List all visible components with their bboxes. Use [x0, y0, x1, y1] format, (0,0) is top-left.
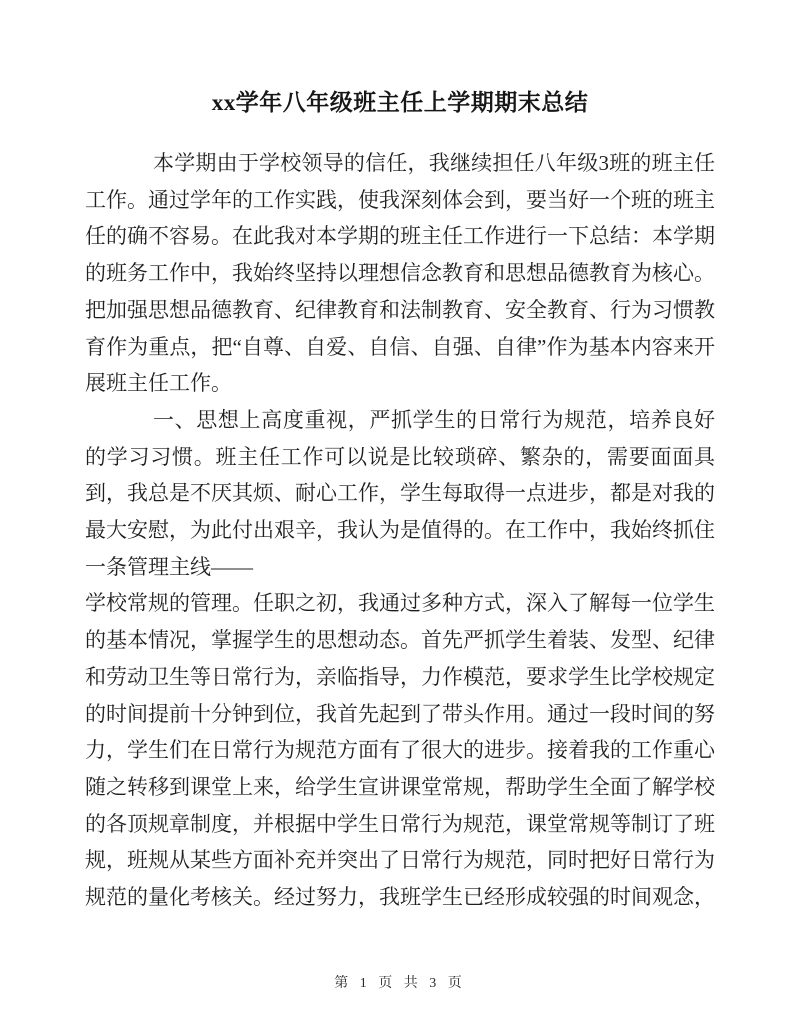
- document-title: xx学年八年级班主任上学期期末总结: [211, 90, 589, 115]
- paragraph-intro: 本学期由于学校领导的信任，我继续担任八年级3班的班主任工作。通过学年的工作实践，使我深刻体会到，要当好一个班的班主任的确不容易。在此我对本学期的班主任工作进行一下总结：本学期的班务工作中，我始终坚持以理想信念教育和思想品德教育为核心。把加强思想品德教育、纪律教育和法制教育、安全教育、行为习惯教育作为重点，把“自尊、自爱、自信、自强、自律”作为基本内容来开展班主任工作。: [85, 151, 715, 396]
- paragraph-routine-management: 学校常规的管理。任职之初，我通过多种方式，深入了解每一位学生的基本情况，掌握学生的思想动态。首先严抓学生着装、发型、纪律和劳动卫生等日常行为，亲临指导，力作模范，要求学生比学校规定的时间提前十分钟到位，我首先起到了带头作用。通过一段时间的努力，学生们在日常行为规范方面有了很大的进步。接着我的工作重心随之转移到课堂上来，给学生宣讲课堂常规，帮助学生全面了解学校的各顶规章制度，并根据中学生日常行为规范，课堂常规等制订了班规，班规从某些方面补充并突出了日常行为规范，同时把好日常行为规范的量化考核关。经过努力，我班学生已经形成较强的时间观念，: [85, 591, 715, 910]
- page-footer: [0, 972, 800, 992]
- document-body: [85, 145, 715, 916]
- page-number-label: 第 1 页 共 3 页: [334, 976, 466, 991]
- paragraph-section-one: 一、思想上高度重视，严抓学生的日常行为规范，培养良好的学习习惯。班主任工作可以说是比较琐碎、繁杂的，需要面面具到，我总是不厌其烦、耐心工作，学生每取得一点进步，都是对我的最大安慰，为此付出艰辛，我认为是值得的。在工作中，我始终抓住一条管理主线——: [85, 407, 715, 579]
